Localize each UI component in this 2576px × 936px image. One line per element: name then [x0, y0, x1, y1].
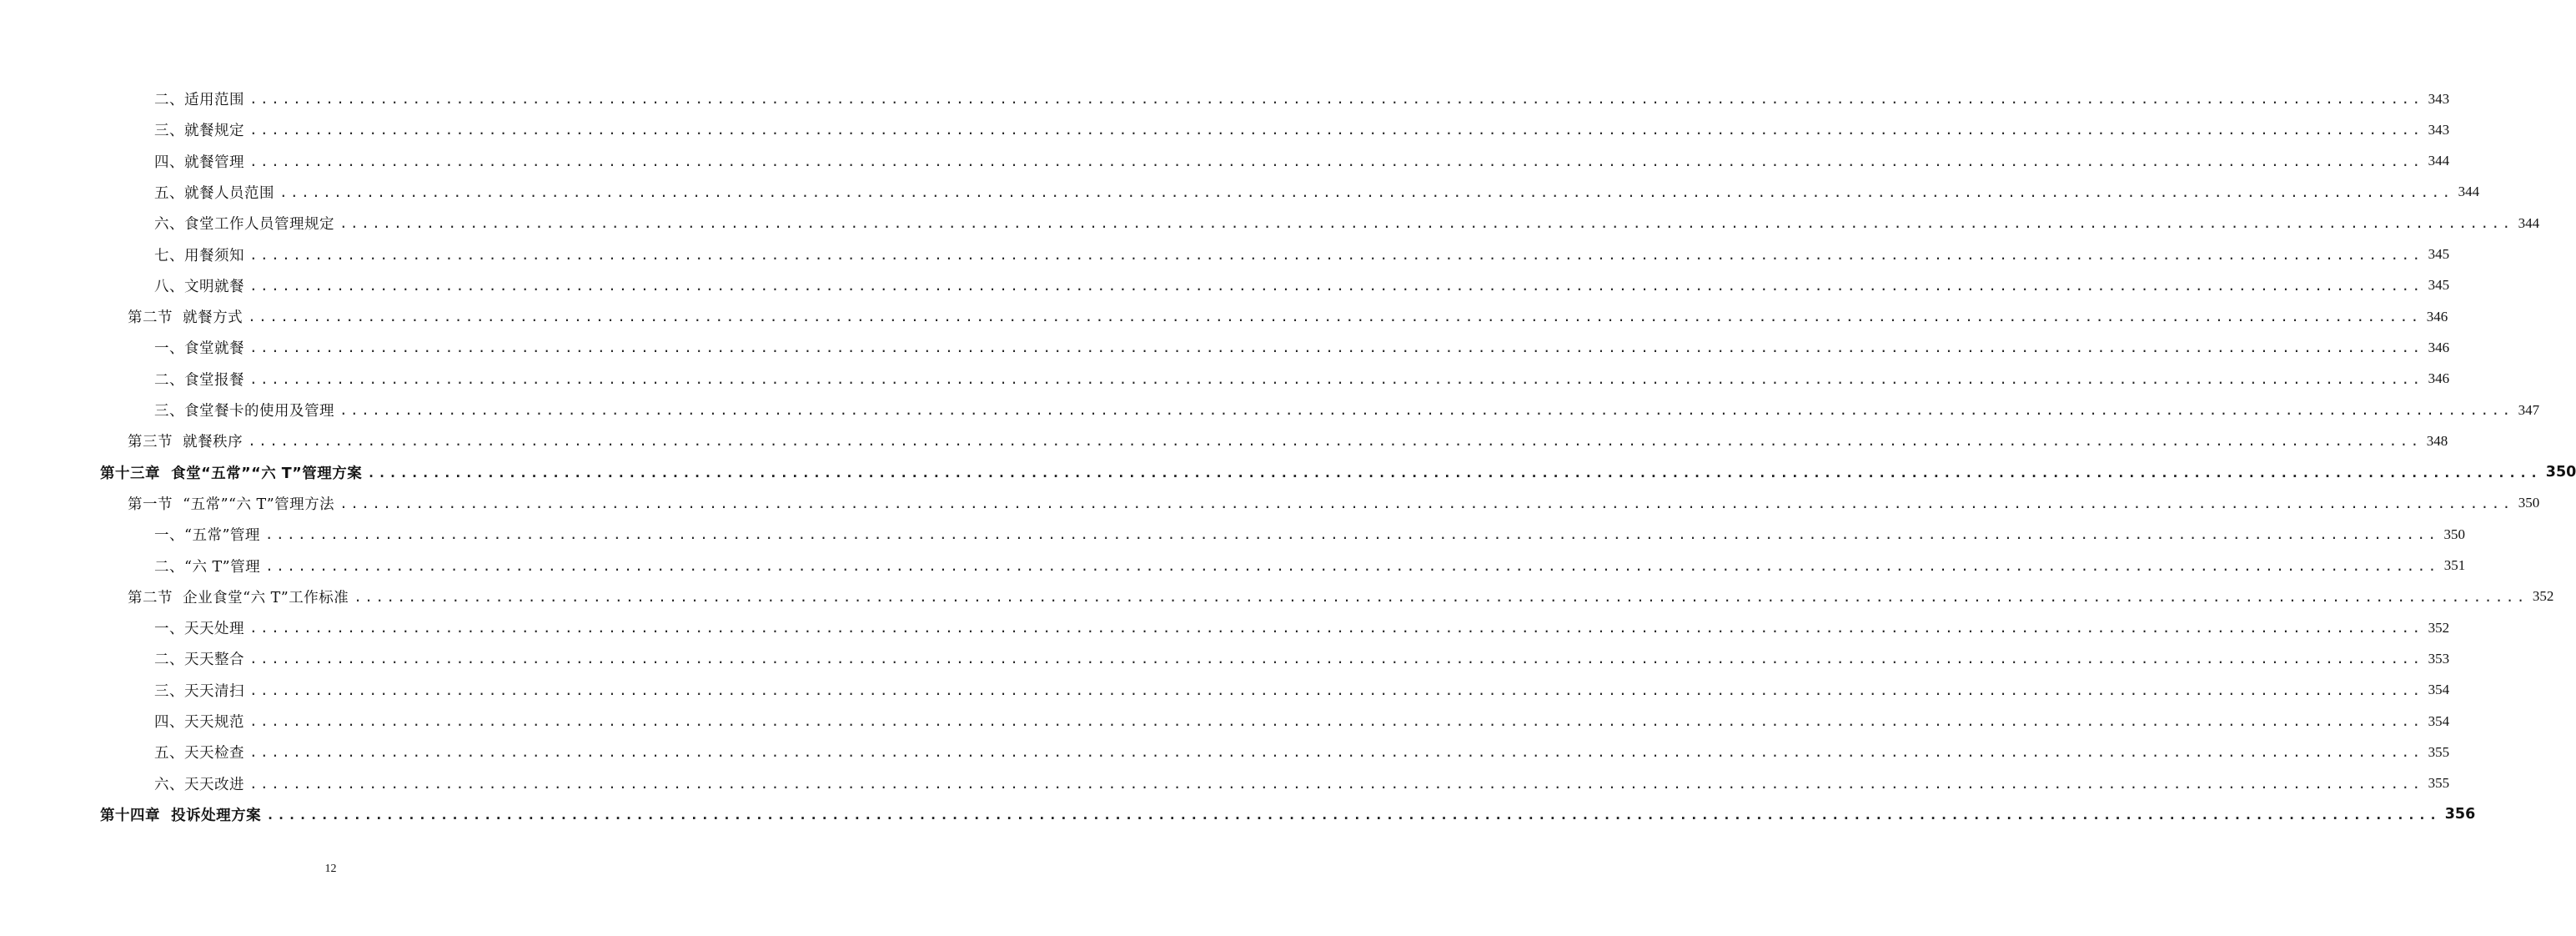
- toc-entry-page: 354: [2428, 712, 2450, 729]
- toc-entry[interactable]: [0, 612, 2450, 643]
- dot-leader: ........................................................................................................................................................................................................: [249, 682, 2423, 698]
- dot-leader: ........................................................................................................................................................................................................: [249, 340, 2423, 356]
- toc-entry-title: 第十三章 食堂“五常”“六 T”管理方案: [100, 465, 363, 482]
- toc-entry-title: 二、适用范围: [154, 92, 244, 108]
- toc-entry-page: 350: [2443, 526, 2465, 542]
- page-number: 12: [324, 863, 337, 875]
- toc-entry-page: 355: [2428, 775, 2450, 792]
- dot-leader: ........................................................................................................................................................................................................: [249, 620, 2423, 637]
- toc-entry[interactable]: [0, 146, 2450, 177]
- toc-entry-page: 355: [2428, 743, 2450, 760]
- toc-entry[interactable]: [0, 737, 2450, 767]
- toc-entry-title: 第二节 企业食堂“六 T”工作标准: [128, 589, 349, 606]
- toc-entry-line: [154, 177, 2480, 208]
- toc-entry-line: [154, 706, 2450, 737]
- toc-entry[interactable]: [0, 519, 2465, 550]
- dot-leader: ........................................................................................................................................................................................................: [249, 744, 2423, 761]
- toc-entry-line: [128, 488, 2540, 519]
- toc-entry[interactable]: [0, 675, 2450, 706]
- toc-entry[interactable]: [0, 706, 2450, 737]
- toc-entry-title: 第一节 “五常”“六 T”管理方法: [128, 496, 335, 513]
- toc-entry[interactable]: [0, 395, 2540, 425]
- toc-entry-title: 七、用餐须知: [154, 247, 244, 264]
- toc-entry-title: 四、就餐管理: [154, 153, 244, 171]
- toc-entry-page: 356: [2444, 806, 2476, 823]
- toc-entry-title: 五、就餐人员范围: [154, 184, 274, 202]
- toc-entry-line: [154, 270, 2450, 301]
- dot-leader: ........................................................................................................................................................................................................: [249, 277, 2423, 294]
- toc-entry-line: [154, 737, 2450, 767]
- toc-entry-line: [154, 146, 2450, 177]
- toc-entry-title: 六、食堂工作人员管理规定: [154, 216, 334, 234]
- toc-entry-page: 348: [2426, 432, 2448, 449]
- toc-entry-line: [154, 364, 2450, 395]
- toc-entry-line: [154, 551, 2466, 581]
- toc-entry-page: 344: [2518, 214, 2540, 231]
- toc-entry-line: [154, 519, 2465, 550]
- dot-leader: ........................................................................................................................................................................................................: [249, 246, 2423, 263]
- toc-entry[interactable]: [0, 581, 2554, 612]
- dot-leader: ........................................................................................................................................................................................................: [249, 775, 2423, 792]
- toc-entry-title: 二、“六 T”管理: [154, 558, 261, 576]
- toc-entry[interactable]: [0, 488, 2540, 519]
- toc-entry[interactable]: [0, 83, 2450, 114]
- toc-entry-page: 351: [2443, 557, 2466, 573]
- toc-entry-page: 347: [2518, 401, 2540, 418]
- dot-leader: ........................................................................................................................................................................................................: [249, 153, 2423, 169]
- toc-entry-line: [128, 581, 2554, 612]
- toc-entry[interactable]: [0, 301, 2448, 332]
- toc-entry-page: 352: [2428, 619, 2450, 636]
- dot-leader: ........................................................................................................................................................................................................: [249, 651, 2423, 667]
- toc-entry[interactable]: [0, 177, 2480, 208]
- toc-entry-line: [154, 768, 2450, 799]
- toc-entry-title: 第三节 就餐秩序: [128, 434, 244, 451]
- toc-entry-line: [128, 425, 2448, 456]
- toc-entry[interactable]: [0, 208, 2540, 239]
- toc-entry-line: [100, 799, 2476, 830]
- toc-entry-page: 346: [2428, 370, 2450, 387]
- toc-entry[interactable]: [0, 799, 2476, 830]
- toc-entry[interactable]: [0, 425, 2448, 456]
- toc-entry-page: 350: [2518, 495, 2540, 511]
- toc-entry[interactable]: [0, 643, 2450, 674]
- toc-entry-page: 352: [2532, 588, 2554, 605]
- toc-entry-title: 四、天天规范: [154, 714, 244, 731]
- toc-entry-page: 343: [2428, 121, 2450, 138]
- toc-entry-line: [154, 612, 2450, 643]
- dot-leader: ........................................................................................................................................................................................................: [249, 713, 2423, 729]
- toc-entry-line: [100, 457, 2576, 488]
- toc-entry-page: 345: [2428, 277, 2450, 294]
- toc-entry-page: 344: [2428, 153, 2450, 169]
- toc-entry-title: 六、天天改进: [154, 776, 244, 793]
- dot-leader: ........................................................................................................................................................................................................: [265, 557, 2439, 574]
- toc-entry-page: 344: [2458, 184, 2480, 200]
- toc-entry-line: [154, 332, 2450, 363]
- toc-entry-title: 一、天天处理: [154, 621, 244, 638]
- toc-entry[interactable]: [0, 551, 2466, 581]
- dot-leader: ........................................................................................................................................................................................................: [339, 402, 2513, 418]
- toc-entry-title: 三、食堂餐卡的使用及管理: [154, 403, 334, 420]
- toc-entry-page: 354: [2428, 682, 2450, 698]
- toc-entry[interactable]: [0, 114, 2450, 145]
- toc-entry-page: 345: [2428, 246, 2450, 262]
- toc-entry-title: 一、食堂就餐: [154, 340, 244, 358]
- toc-entry[interactable]: [0, 239, 2450, 270]
- toc-entry[interactable]: [0, 270, 2450, 301]
- toc-entry-title: 八、文明就餐: [154, 278, 244, 295]
- toc-entry-page: 346: [2428, 339, 2450, 355]
- toc-entry-page: 353: [2428, 650, 2450, 667]
- dot-leader: ........................................................................................................................................................................................................: [339, 495, 2513, 511]
- dot-leader: ........................................................................................................................................................................................................: [248, 309, 2422, 325]
- dot-leader: ........................................................................................................................................................................................................: [249, 122, 2423, 138]
- toc-entry-line: [154, 239, 2450, 270]
- toc-entry-line: [154, 83, 2450, 114]
- toc-entry-line: [128, 301, 2448, 332]
- dot-leader: ........................................................................................................................................................................................................: [354, 588, 2528, 605]
- toc-entry-title: 三、天天清扫: [154, 682, 244, 700]
- dot-leader: ........................................................................................................................................................................................................: [279, 184, 2453, 200]
- dot-leader: ........................................................................................................................................................................................................: [248, 433, 2422, 450]
- toc-entry-line: [154, 675, 2450, 706]
- toc-entry[interactable]: [0, 768, 2450, 799]
- toc-entry-page: 350: [2545, 464, 2576, 481]
- toc-entry-title: 第二节 就餐方式: [128, 309, 244, 327]
- toc-entry-page: 346: [2426, 308, 2448, 325]
- toc-entry-title: 第十四章 投诉处理方案: [100, 807, 262, 824]
- toc-entry[interactable]: [0, 457, 2576, 488]
- toc-entry-title: 三、就餐规定: [154, 123, 244, 140]
- toc-entry-title: 一、“五常”管理: [154, 527, 260, 545]
- toc-entry-line: [154, 643, 2450, 674]
- dot-leader: ........................................................................................................................................................................................................: [249, 91, 2423, 107]
- toc-entry-line: [154, 114, 2450, 145]
- toc-entry-page: 343: [2428, 90, 2450, 107]
- dot-leader: ........................................................................................................................................................................................................: [249, 370, 2423, 387]
- dot-leader: ........................................................................................................................................................................................................: [264, 526, 2439, 543]
- toc-entry-line: [154, 208, 2540, 239]
- toc-entry-title: 二、食堂报餐: [154, 371, 244, 389]
- dot-leader: ........................................................................................................................................................................................................: [339, 215, 2513, 232]
- toc-entry-line: [154, 395, 2540, 425]
- toc-entry[interactable]: [0, 364, 2450, 395]
- toc-entry-title: 二、天天整合: [154, 652, 244, 669]
- toc-entry-title: 五、天天检查: [154, 745, 244, 762]
- toc-entry[interactable]: [0, 332, 2450, 363]
- dot-leader: ........................................................................................................................................................................................................: [367, 464, 2541, 481]
- dot-leader: ........................................................................................................................................................................................................: [266, 806, 2440, 823]
